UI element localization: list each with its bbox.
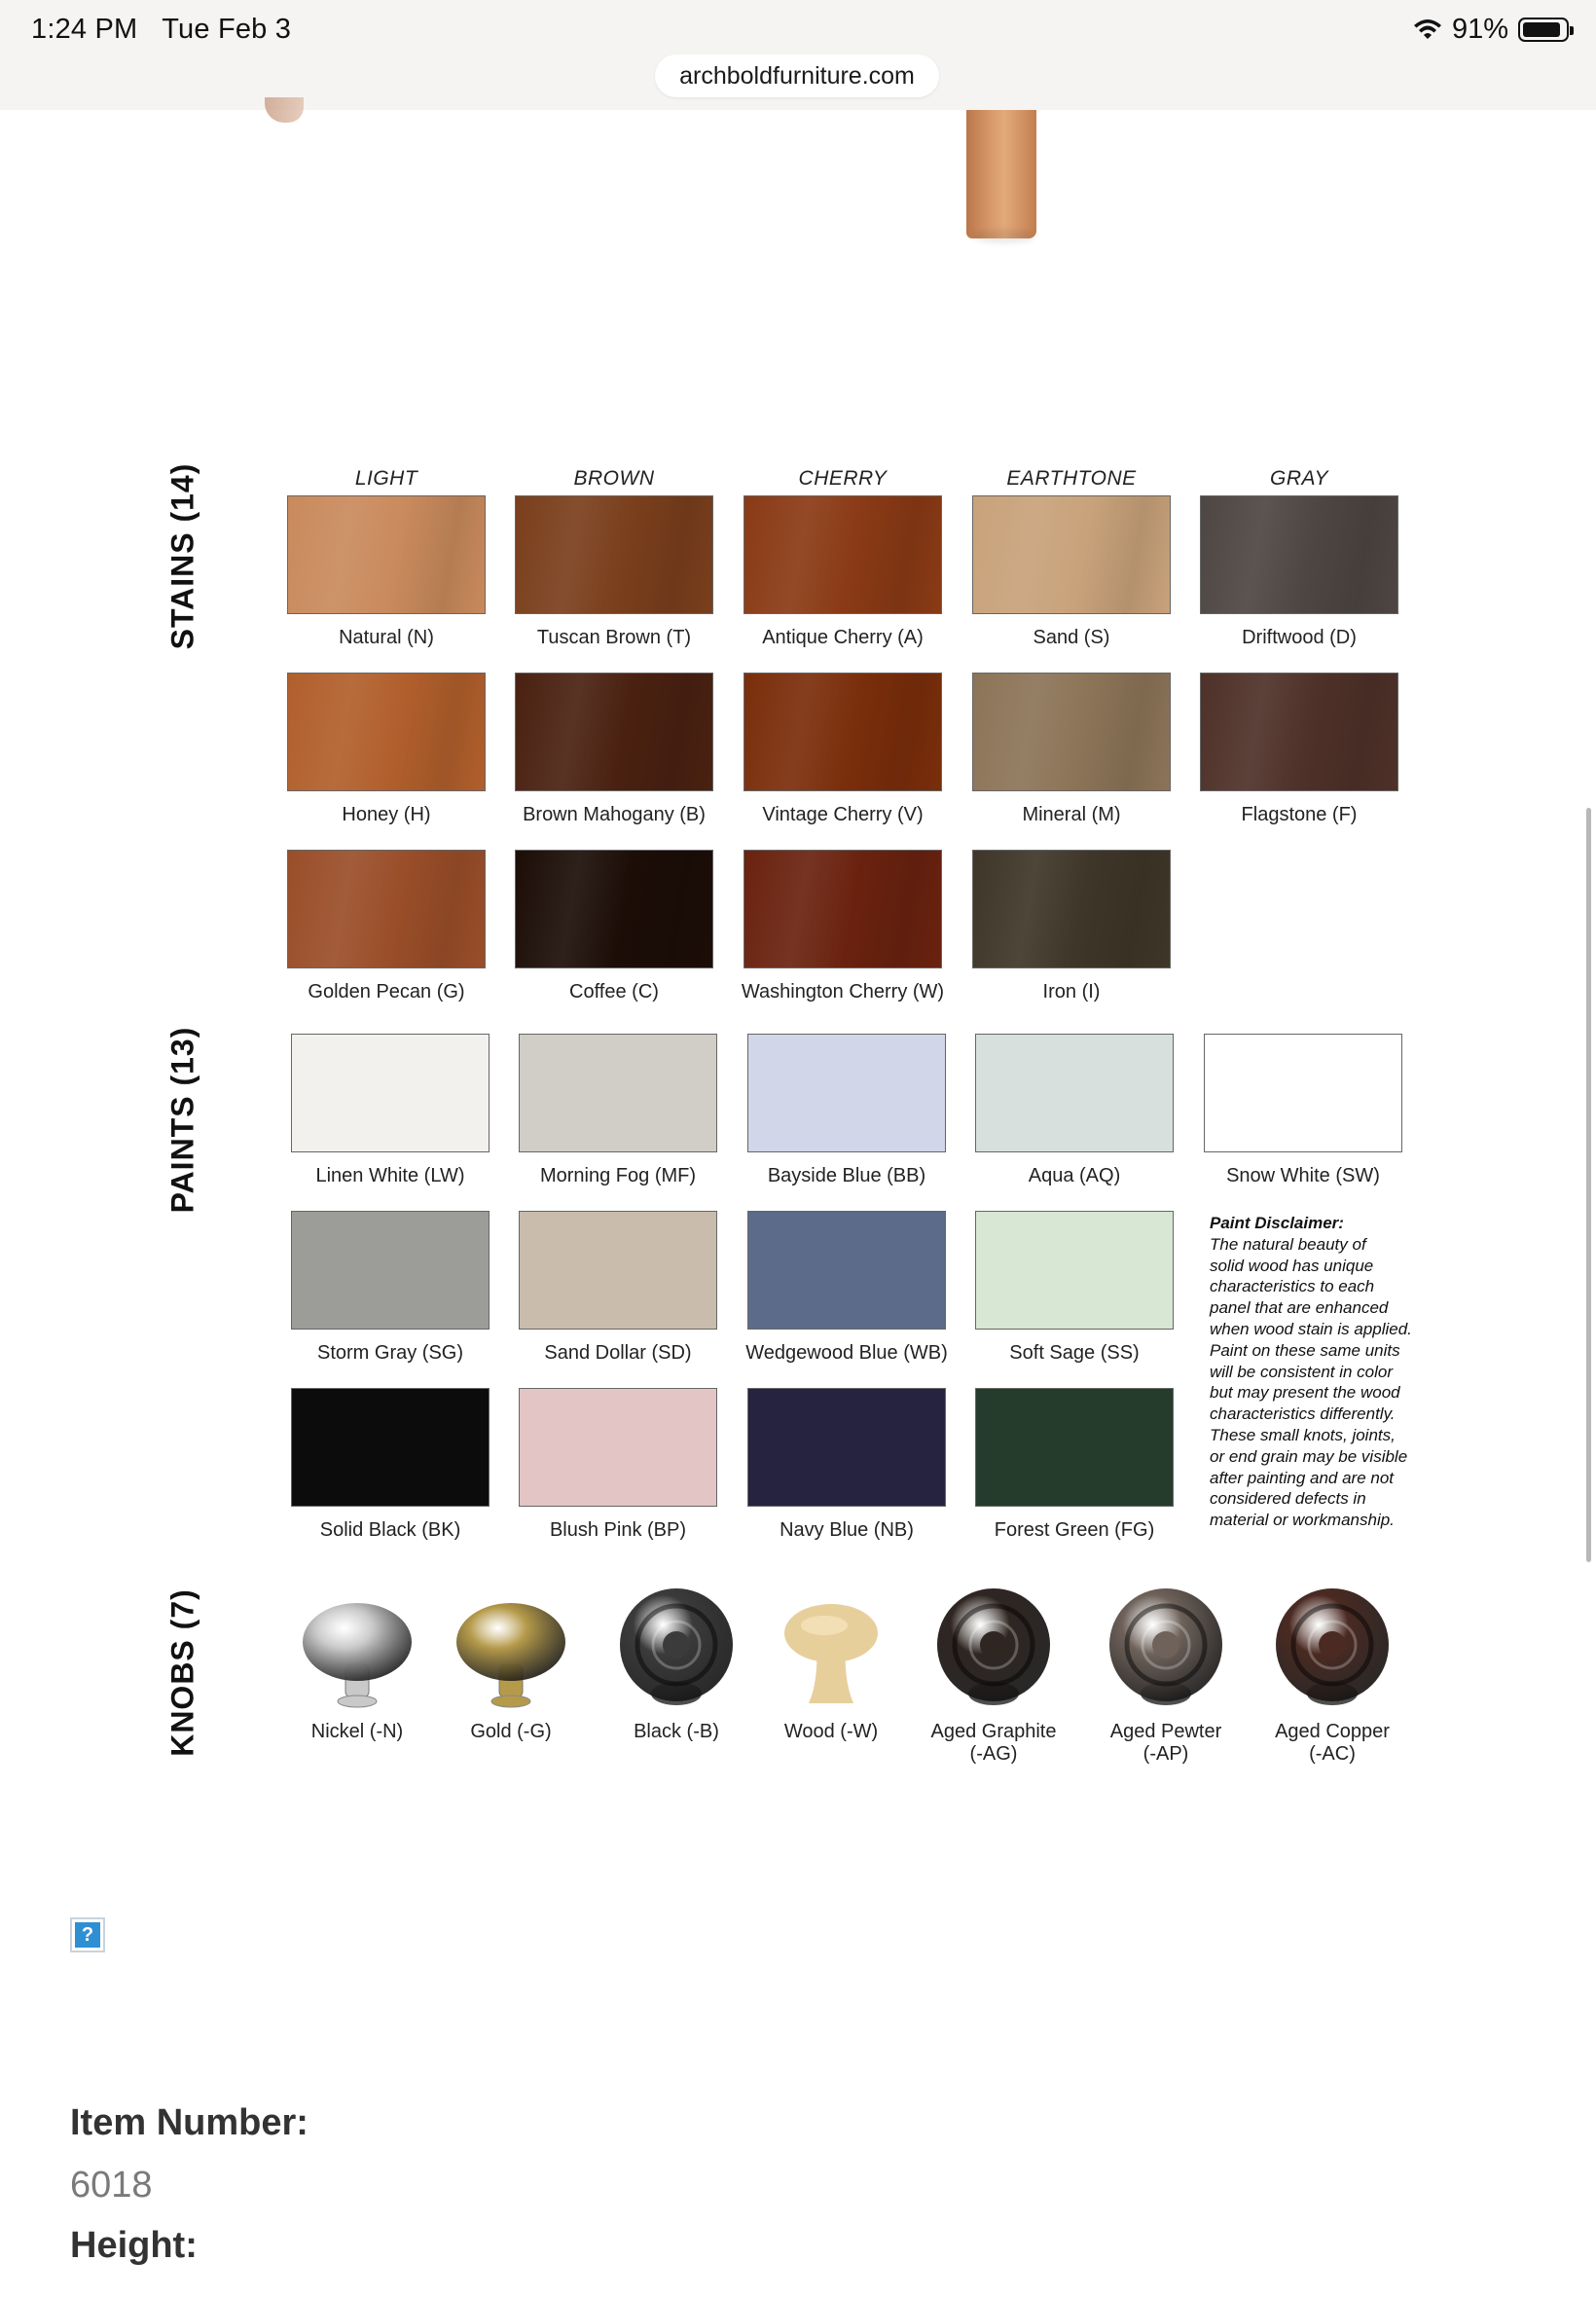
- paint-name: Sand Dollar (SD): [544, 1342, 692, 1364]
- disclaimer-line: but may present the wood: [1210, 1383, 1400, 1403]
- knob-name: [1235, 1721, 1430, 1766]
- paint-swatch[interactable]: [747, 1388, 946, 1507]
- stain-name: Mineral (M): [1022, 804, 1121, 825]
- stain-column-heading: CHERRY: [798, 467, 888, 490]
- disclaimer-line: characteristics differently.: [1210, 1404, 1396, 1424]
- knob-name-line: Aged Copper: [1275, 1721, 1390, 1742]
- paint-name: Morning Fog (MF): [539, 1165, 697, 1186]
- stain-swatch[interactable]: [1200, 673, 1398, 791]
- knob-name: [896, 1721, 1091, 1766]
- paint-swatch[interactable]: [1204, 1034, 1402, 1152]
- product-image-shadow: [973, 230, 1035, 243]
- knob-icon[interactable]: [1269, 1588, 1396, 1715]
- battery-icon: [1518, 18, 1569, 42]
- paint-swatch[interactable]: [975, 1034, 1174, 1152]
- paint-name: Blush Pink (BP): [549, 1519, 687, 1541]
- paint-name: Bayside Blue (BB): [767, 1165, 926, 1186]
- knob-name-line: Nickel (-N): [310, 1721, 404, 1742]
- stain-name: Golden Pecan (G): [308, 981, 465, 1003]
- stain-column-heading: LIGHT: [354, 467, 418, 490]
- status-clock: 1:24 PM: [31, 14, 138, 45]
- disclaimer-line: These small knots, joints,: [1210, 1425, 1396, 1444]
- paint-name: Navy Blue (NB): [780, 1519, 914, 1541]
- browser-top-bar: [0, 0, 1596, 110]
- paint-swatch[interactable]: [291, 1211, 490, 1330]
- knob-icon[interactable]: [613, 1588, 740, 1715]
- paint-swatch[interactable]: [747, 1211, 946, 1330]
- disclaimer-line: solid wood has unique: [1210, 1256, 1374, 1275]
- product-image-fragment: [265, 97, 304, 123]
- stain-name: Tuscan Brown (T): [536, 627, 692, 648]
- stain-name: Brown Mahogany (B): [523, 804, 706, 825]
- knob-name: [1069, 1721, 1263, 1766]
- stain-name: Flagstone (F): [1241, 804, 1358, 825]
- paint-swatch[interactable]: [519, 1388, 717, 1507]
- knob-name-line: Black (-B): [634, 1721, 719, 1742]
- stains-section-label: STAINS (14): [164, 462, 200, 650]
- stain-name: Antique Cherry (A): [762, 627, 924, 648]
- knob-name-line: Aged Graphite: [930, 1721, 1057, 1742]
- paint-name: Snow White (SW): [1226, 1165, 1380, 1186]
- stain-swatch[interactable]: [744, 495, 942, 614]
- disclaimer-line: characteristics to each: [1210, 1277, 1375, 1296]
- help-glyph: ?: [75, 1922, 100, 1948]
- stain-swatch[interactable]: [972, 850, 1171, 968]
- stain-swatch[interactable]: [744, 850, 942, 968]
- paint-disclaimer: [1210, 1213, 1435, 1531]
- stain-swatch[interactable]: [515, 850, 713, 968]
- height-label: Height:: [70, 2225, 198, 2266]
- item-number-value: 6018: [70, 2165, 153, 2206]
- disclaimer-line: material or workmanship.: [1210, 1511, 1395, 1530]
- knob-code-line: (-AP): [1143, 1743, 1189, 1765]
- knob-icon[interactable]: [448, 1588, 574, 1715]
- paint-swatch[interactable]: [519, 1034, 717, 1152]
- knob-name-line: Wood (-W): [783, 1721, 879, 1742]
- paint-name: Storm Gray (SG): [316, 1342, 463, 1364]
- paint-name: Forest Green (FG): [994, 1519, 1155, 1541]
- stain-name: Iron (I): [1042, 981, 1101, 1003]
- disclaimer-line: when wood stain is applied.: [1210, 1319, 1412, 1338]
- status-date: Tue Feb 3: [162, 14, 292, 45]
- address-bar[interactable]: archboldfurniture.com: [655, 55, 939, 97]
- stain-name: Washington Cherry (W): [741, 981, 945, 1003]
- disclaimer-line: panel that are enhanced: [1210, 1298, 1389, 1318]
- paint-swatch[interactable]: [975, 1211, 1174, 1330]
- knobs-section-label: KNOBS (7): [164, 1588, 200, 1757]
- wifi-icon: [1413, 19, 1442, 41]
- stain-name: Sand (S): [1033, 627, 1110, 648]
- stain-name: Coffee (C): [569, 981, 659, 1003]
- status-time: [31, 14, 291, 46]
- product-image-leg: [966, 110, 1036, 238]
- paint-swatch[interactable]: [291, 1388, 490, 1507]
- paint-name: Aqua (AQ): [1028, 1165, 1121, 1186]
- disclaimer-line: The natural beauty of: [1210, 1234, 1366, 1254]
- status-indicators: [1413, 14, 1569, 46]
- stain-column-heading: BROWN: [573, 467, 655, 490]
- help-icon[interactable]: [70, 1917, 105, 1952]
- battery-percent: 91%: [1451, 14, 1508, 45]
- stain-name: Vintage Cherry (V): [762, 804, 924, 825]
- paint-swatch[interactable]: [291, 1034, 490, 1152]
- stain-name: Honey (H): [342, 804, 431, 825]
- item-number-label: Item Number:: [70, 2102, 308, 2143]
- stain-name: Natural (N): [339, 627, 434, 648]
- paints-section-label: PAINTS (13): [164, 1026, 200, 1214]
- disclaimer-line: after painting and are not: [1210, 1468, 1395, 1487]
- paint-name: Wedgewood Blue (WB): [745, 1342, 948, 1364]
- stain-swatch[interactable]: [287, 850, 486, 968]
- knob-icon[interactable]: [1103, 1588, 1229, 1715]
- knob-name-line: Gold (-G): [470, 1721, 552, 1742]
- paint-name: Solid Black (BK): [319, 1519, 461, 1541]
- paint-swatch[interactable]: [747, 1034, 946, 1152]
- stain-name: Driftwood (D): [1242, 627, 1357, 648]
- stain-swatch[interactable]: [972, 673, 1171, 791]
- stain-swatch[interactable]: [1200, 495, 1398, 614]
- paint-name: Soft Sage (SS): [1009, 1342, 1140, 1364]
- stain-swatch[interactable]: [744, 673, 942, 791]
- paint-swatch[interactable]: [519, 1211, 717, 1330]
- disclaimer-line: considered defects in: [1210, 1489, 1366, 1509]
- knob-icon[interactable]: [768, 1588, 894, 1715]
- paint-swatch[interactable]: [975, 1388, 1174, 1507]
- stain-swatch[interactable]: [515, 495, 713, 614]
- knob-icon[interactable]: [294, 1588, 420, 1715]
- paint-name: Linen White (LW): [315, 1165, 465, 1186]
- stain-column-heading: EARTHTONE: [1006, 467, 1137, 490]
- knob-code-line: (-AG): [969, 1743, 1018, 1765]
- disclaimer-text: [1210, 1234, 1435, 1531]
- stain-column-heading: GRAY: [1270, 467, 1328, 490]
- knob-code-line: (-AC): [1309, 1743, 1356, 1765]
- knob-name-line: Aged Pewter: [1109, 1721, 1222, 1742]
- disclaimer-line: Paint on these same units: [1210, 1340, 1400, 1360]
- stain-swatch[interactable]: [515, 673, 713, 791]
- stain-swatch[interactable]: [972, 495, 1171, 614]
- stain-swatch[interactable]: [287, 673, 486, 791]
- disclaimer-title: Paint Disclaimer:: [1210, 1214, 1344, 1232]
- scrollbar[interactable]: [1586, 808, 1591, 1562]
- disclaimer-line: will be consistent in color: [1210, 1362, 1394, 1381]
- knob-icon[interactable]: [930, 1588, 1057, 1715]
- disclaimer-line: or end grain may be visible: [1210, 1446, 1408, 1466]
- stain-swatch[interactable]: [287, 495, 486, 614]
